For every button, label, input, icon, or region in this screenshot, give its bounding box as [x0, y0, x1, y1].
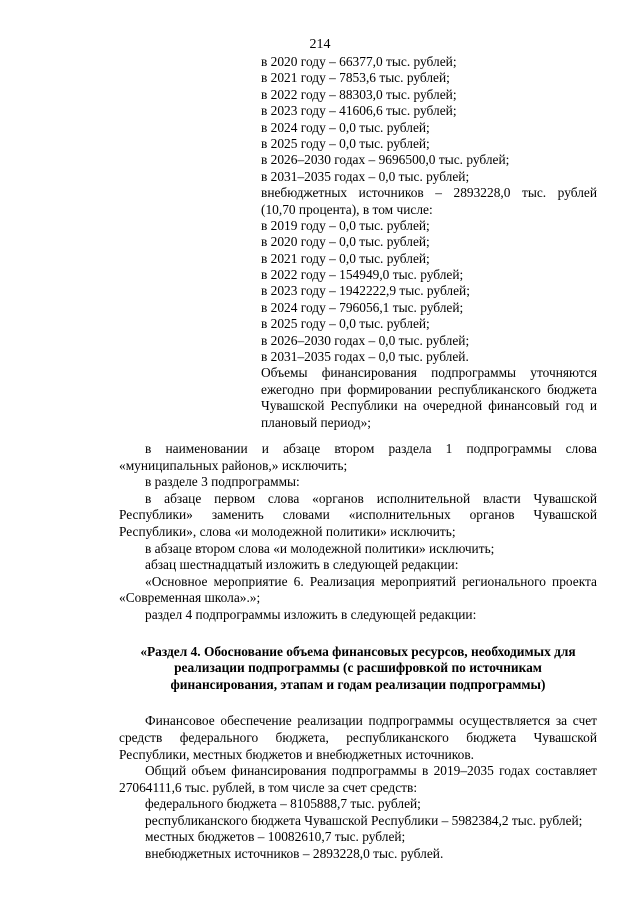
paragraph: в абзаце втором слова «и молодежной политики» исключить; — [145, 540, 495, 556]
year-line: в 2031–2035 годах – 0,0 тыс. рублей. — [261, 349, 469, 365]
paragraph: внебюджетных источников – 2893228,0 тыс. рублей. — [145, 846, 444, 862]
paragraph: республиканского бюджета Чувашской Республики – 5982384,2 тыс. рублей; — [145, 812, 583, 828]
paragraph: Общий объем финансирования подпрограммы в 2019–2035 годах составляет 27064111,6 тыс. рублей, в том числе за счет средств: — [119, 763, 597, 795]
paragraph: в абзаце первом слова «органов исполнительной власти Чувашской Республики» заменить словами «исполнительных органов Чувашской Республики», слова «и молодежной политики» исключить; — [119, 490, 597, 539]
paragraph: «Основное мероприятие 6. Реализация мероприятий регионального проекта «Современная школа».»; — [119, 573, 597, 606]
paragraph: раздел 4 подпрограммы изложить в следующей редакции: — [145, 606, 477, 622]
year-line: в 2022 году – 88303,0 тыс. рублей; — [261, 86, 457, 102]
paragraph: местных бюджетов – 10082610,7 тыс. рублей; — [145, 829, 406, 845]
year-line: в 2024 году – 796056,1 тыс. рублей; — [261, 299, 464, 315]
year-line: в 2021 году – 0,0 тыс. рублей; — [261, 250, 430, 266]
financing-years-block — [261, 54, 597, 431]
year-line: в 2023 году – 1942222,9 тыс. рублей; — [261, 283, 470, 299]
section-heading: «Раздел 4. Обоснование объема финансовых ресурсов, необходимых для реализации подпрограммы (с расшифровкой по источникам финансирования, этапам и годам реализации подпрограммы) — [140, 643, 576, 692]
year-line: в 2025 году – 0,0 тыс. рублей; — [261, 316, 430, 332]
year-line: в 2022 году – 154949,0 тыс. рублей; — [261, 267, 464, 283]
paragraph: Финансовое обеспечение реализации подпрограммы осуществляется за счет средств федерального бюджета, республиканского бюджета Чувашской Республики, местных бюджетов и внебюджетных источников. — [119, 713, 597, 762]
year-line: в 2020 году – 66377,0 тыс. рублей; — [261, 54, 457, 69]
extrabudget-percent-line: (10,70 процента), в том числе: — [261, 201, 433, 217]
year-line: в 2025 году – 0,0 тыс. рублей; — [261, 135, 430, 151]
extrabudget-line: внебюджетных источников – 2893228,0 тыс. рублей — [261, 185, 597, 201]
year-line: в 2020 году – 0,0 тыс. рублей; — [261, 234, 430, 250]
financing-note: Объемы финансирования подпрограммы уточняются ежегодно при формировании республиканского бюджета Чувашской Республики на очередной финансовый год и плановый период»; — [261, 365, 597, 430]
year-line: в 2026–2030 годах – 0,0 тыс. рублей; — [261, 332, 470, 348]
year-line: в 2023 году – 41606,6 тыс. рублей; — [261, 103, 457, 119]
year-line: в 2024 году – 0,0 тыс. рублей; — [261, 119, 430, 135]
page-number: 214 — [309, 37, 331, 52]
paragraph: в наименовании и абзаце втором раздела 1 подпрограммы слова «муниципальных районов,» исключить; — [119, 441, 597, 473]
paragraph: в разделе 3 подпрограммы: — [145, 474, 300, 490]
paragraph: абзац шестнадцатый изложить в следующей редакции: — [145, 557, 459, 573]
year-line: в 2019 году – 0,0 тыс. рублей; — [261, 217, 430, 233]
paragraph: федерального бюджета – 8105888,7 тыс. рублей; — [145, 796, 421, 812]
year-line: в 2031–2035 годах – 0,0 тыс. рублей; — [261, 168, 470, 184]
document-body — [119, 441, 597, 863]
year-line: в 2021 году – 7853,6 тыс. рублей; — [261, 70, 450, 86]
year-line: в 2026–2030 годах – 9696500,0 тыс. рублей; — [261, 152, 510, 168]
